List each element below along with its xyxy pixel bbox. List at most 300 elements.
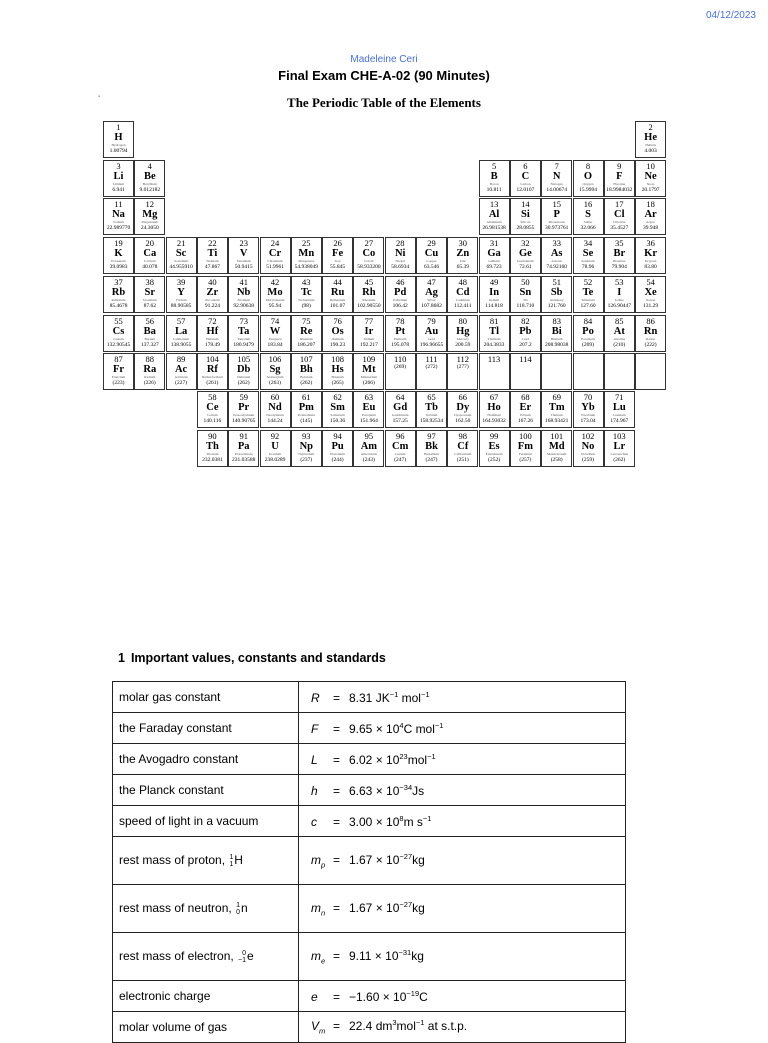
- element-name: Dysprosium: [454, 413, 472, 417]
- element-name: Plutonium: [330, 451, 345, 456]
- element-cell: [291, 237, 322, 274]
- element-cell: [604, 430, 635, 467]
- constant-label: molar gas constant: [119, 690, 221, 704]
- element-cell: [479, 160, 510, 197]
- atomic-number: 4: [147, 160, 152, 171]
- atomic-mass: (145): [300, 418, 313, 424]
- atomic-number: 37: [114, 276, 123, 287]
- equals-sign: =: [333, 814, 341, 829]
- atomic-number: 70: [583, 392, 593, 402]
- element-cell: [635, 160, 666, 197]
- element-name: Neon: [646, 181, 655, 186]
- element-symbol: Ta: [238, 325, 250, 337]
- element-cell: [197, 315, 228, 352]
- atomic-number: 8: [585, 160, 591, 171]
- symbol-subscript: p: [321, 860, 326, 870]
- unit: mol: [396, 1019, 416, 1034]
- element-name: Magnesium: [141, 220, 159, 225]
- element-symbol: Lr: [613, 440, 626, 452]
- atomic-number: −1: [238, 956, 247, 964]
- atomic-mass: (272): [425, 364, 438, 371]
- exponent: −1: [389, 689, 399, 699]
- atomic-number: 32: [521, 238, 530, 249]
- element-symbol: Hs: [331, 364, 344, 376]
- element-symbol: F: [616, 170, 623, 182]
- quantity-cell: [113, 1012, 299, 1043]
- atomic-number: 1: [116, 122, 121, 132]
- element-cell: [479, 353, 510, 390]
- symbol-subscript: m: [319, 1026, 326, 1036]
- element-name: Indium: [489, 297, 500, 302]
- value-cell: [299, 885, 626, 933]
- element-symbol: Co: [362, 248, 376, 260]
- element-symbol: H: [114, 132, 123, 143]
- atomic-number: 69: [552, 392, 561, 402]
- atomic-number: 40: [208, 276, 217, 287]
- element-symbol: C: [521, 170, 530, 182]
- element-name: Actinium: [174, 375, 188, 380]
- element-name: Uranium: [268, 451, 282, 456]
- atomic-number: 39: [176, 276, 186, 287]
- element-symbol: Th: [205, 440, 219, 452]
- atomic-mass: 83.80: [644, 264, 657, 271]
- element-name: Ytterbium: [580, 413, 596, 417]
- element-cell: [166, 315, 197, 352]
- atomic-mass: 140.90765: [232, 418, 256, 424]
- atomic-number: 66: [458, 392, 468, 402]
- element-cell: [541, 198, 572, 235]
- element-name: Platinum: [393, 336, 407, 341]
- atomic-mass: (227): [175, 380, 188, 387]
- element-name: Carbon: [520, 181, 531, 186]
- quantity-cell: [113, 682, 299, 713]
- element-name: Americium: [360, 451, 377, 456]
- constant-symbol: [311, 784, 333, 798]
- constant-symbol: [311, 815, 333, 829]
- atomic-number: 21: [176, 238, 186, 249]
- constant-symbol: [311, 990, 333, 1004]
- quantity-cell: [113, 933, 299, 981]
- element-name: Hydrogen: [111, 143, 126, 147]
- atomic-mass: (269): [394, 364, 407, 371]
- element-name: Scandium: [174, 259, 189, 264]
- atomic-mass: 106.42: [392, 302, 408, 309]
- element-symbol: Sm: [330, 402, 345, 413]
- constant-label: rest mass of neutron,: [119, 901, 236, 916]
- element-cell: [260, 276, 291, 313]
- equals-sign: =: [333, 852, 341, 867]
- atomic-number: 48: [458, 276, 468, 287]
- exponent: −31: [398, 947, 412, 957]
- element-name: Nobelium: [581, 451, 595, 456]
- element-cell: [322, 276, 353, 313]
- atomic-number: 95: [364, 430, 374, 441]
- unit: m s: [403, 814, 423, 829]
- element-symbol: Fe: [332, 248, 344, 260]
- unit: kg: [411, 948, 424, 963]
- element-symbol: Rf: [206, 364, 218, 376]
- element-cell: [291, 276, 322, 313]
- unit: kg: [412, 900, 425, 915]
- element-name: Osmium: [331, 336, 344, 341]
- element-symbol: Sr: [144, 286, 156, 298]
- atomic-number: 12: [145, 199, 155, 210]
- element-name: Rhenium: [299, 336, 313, 341]
- element-symbol: Cs: [112, 325, 125, 337]
- atomic-mass: (210): [613, 341, 626, 348]
- section-heading: [118, 651, 386, 665]
- element-cell: [510, 391, 541, 428]
- atomic-number: 63: [364, 392, 374, 402]
- element-cell: [447, 430, 478, 467]
- atomic-mass: 180.9479: [233, 341, 254, 348]
- constant-row: [113, 933, 626, 981]
- constant-value: 1.67 × 10: [349, 900, 400, 915]
- element-cell: [322, 237, 353, 274]
- element-name: Sulfur: [583, 220, 593, 225]
- element-symbol: Se: [582, 248, 594, 260]
- element-name: Seaborgium: [266, 375, 284, 380]
- element-cell: [260, 430, 291, 467]
- element-name: Cobalt: [364, 259, 374, 264]
- element-symbol: Tl: [489, 325, 500, 337]
- element-symbol: Rh: [362, 286, 376, 298]
- atomic-number: 89: [176, 354, 186, 365]
- element-cell: [635, 121, 666, 158]
- element-cell: [353, 391, 384, 428]
- element-name: Sodium: [113, 220, 124, 225]
- element-symbol: At: [613, 325, 625, 337]
- element-cell: [541, 391, 572, 428]
- element-name: Yttrium: [175, 297, 187, 302]
- element-cell: [228, 353, 259, 390]
- atomic-mass: 132.90545: [106, 341, 131, 348]
- element-symbol: La: [174, 325, 188, 337]
- constant-symbol: [311, 753, 333, 767]
- element-symbol: He: [644, 132, 657, 143]
- element-symbol: Ra: [143, 364, 157, 376]
- atomic-mass: (222): [644, 341, 657, 348]
- atomic-number: 51: [552, 276, 561, 287]
- element-cell: [197, 430, 228, 467]
- element-cell: [228, 237, 259, 274]
- element-symbol: U: [271, 440, 279, 452]
- value-cell: [299, 933, 626, 981]
- atomic-mass: 173.04: [580, 418, 596, 424]
- atomic-mass: 95.94: [268, 302, 282, 309]
- atomic-number: 50: [521, 276, 530, 287]
- atomic-mass: 192.217: [359, 341, 378, 348]
- constant-row: [113, 806, 626, 837]
- element-name: Cesium: [113, 336, 124, 341]
- element-cell: [541, 237, 572, 274]
- element-name: Fermium: [518, 451, 532, 456]
- symbol-letter: V: [311, 1019, 320, 1034]
- element-symbol: Cl: [614, 209, 625, 221]
- exponent: 3: [392, 1018, 397, 1028]
- element-cell: [635, 198, 666, 235]
- element-cell: [228, 315, 259, 352]
- atomic-mass: (262): [237, 380, 250, 387]
- element-cell: [385, 315, 416, 352]
- element-name: Tellurium: [581, 297, 595, 302]
- element-cell: [103, 198, 134, 235]
- element-cell: [573, 237, 604, 274]
- element-cell: [166, 276, 197, 313]
- element-symbol: B: [490, 170, 498, 182]
- atomic-mass: 150.36: [330, 418, 346, 424]
- atomic-mass: (237): [300, 456, 313, 463]
- periodic-table: [0, 0, 768, 470]
- element-cell: [479, 276, 510, 313]
- element-cell: [103, 160, 134, 197]
- element-name: Tungsten: [268, 336, 282, 341]
- element-cell: [510, 160, 541, 197]
- atomic-mass: 168.93421: [545, 418, 569, 424]
- scan-artifact-mark: ▪: [98, 94, 101, 100]
- element-cell: [510, 237, 541, 274]
- element-name: Technetium: [298, 297, 315, 302]
- element-symbol: Li: [113, 170, 124, 182]
- element-name: Erbium: [520, 413, 531, 417]
- element-symbol: Mn: [298, 248, 315, 260]
- element-cell: [510, 198, 541, 235]
- element-cell: [510, 430, 541, 467]
- element-cell: [197, 353, 228, 390]
- atomic-number: 14: [521, 199, 530, 210]
- element-name: Titanium: [206, 259, 219, 264]
- element-symbol: Tm: [548, 402, 565, 413]
- atomic-mass: 58.6934: [391, 264, 410, 271]
- element-symbol: Ar: [644, 209, 657, 221]
- atomic-number: 38: [145, 276, 155, 287]
- value-cell: [299, 775, 626, 806]
- atomic-mass: 63.546: [423, 264, 440, 271]
- atomic-number: 107: [299, 354, 313, 365]
- atomic-number: 80: [458, 315, 468, 326]
- element-name: Lithium: [112, 181, 125, 186]
- element-symbol: Cr: [268, 248, 282, 260]
- atomic-mass: 51.9961: [266, 264, 284, 271]
- atomic-mass: (266): [362, 380, 375, 387]
- element-symbol: Br: [613, 248, 626, 260]
- atomic-number: 111: [425, 354, 438, 365]
- element-name: Promethium: [297, 413, 315, 417]
- atomic-mass: 88.90585: [170, 302, 192, 309]
- element-cell: [353, 276, 384, 313]
- element-name: Zirconium: [205, 297, 220, 302]
- element-name: Radium: [144, 375, 156, 380]
- element-symbol: Ga: [487, 248, 501, 260]
- element-cell: [103, 276, 134, 313]
- symbol-letter: F: [311, 721, 319, 736]
- element-symbol: Fr: [112, 364, 125, 376]
- atomic-mass: 18.9984032: [606, 186, 633, 193]
- element-cell: [291, 391, 322, 428]
- element-symbol: Os: [331, 325, 344, 337]
- atomic-mass: 65.39: [456, 264, 469, 271]
- element-cell: [322, 430, 353, 467]
- atomic-number: 28: [395, 238, 405, 249]
- atomic-number: 90: [208, 430, 217, 441]
- element-cell: [353, 315, 384, 352]
- element-symbol: Mg: [142, 209, 158, 221]
- element-cell: [103, 353, 134, 390]
- element-cell: [353, 430, 384, 467]
- element-name: Mendelevium: [546, 451, 567, 456]
- constant-label: the Avogadro constant: [119, 752, 239, 766]
- atomic-mass: (209): [582, 341, 594, 348]
- element-cell: [604, 276, 635, 313]
- atomic-mass: (262): [300, 380, 313, 387]
- element-symbol: Ru: [330, 286, 345, 298]
- element-name: Argon: [646, 220, 656, 225]
- element-name: Curium: [394, 451, 406, 456]
- atomic-number: 61: [302, 392, 311, 402]
- atomic-number: 67: [489, 392, 499, 402]
- element-symbol: Er: [519, 402, 532, 413]
- constant-value: 22.4 dm: [349, 1019, 393, 1034]
- element-cell: [604, 391, 635, 428]
- element-name: Silver: [427, 297, 436, 302]
- atomic-number: 94: [333, 430, 342, 441]
- element-symbol: Md: [548, 440, 565, 452]
- element-name: Rhodium: [362, 297, 376, 302]
- element-name: Boron: [489, 181, 499, 186]
- element-name: Germanium: [517, 259, 534, 264]
- element-cell: [635, 276, 666, 313]
- atomic-mass: 157.25: [392, 418, 408, 424]
- exponent: 8: [399, 813, 404, 823]
- element-symbol: Re: [300, 325, 313, 337]
- element-cell: [197, 276, 228, 313]
- atomic-number: 110: [393, 354, 407, 365]
- atomic-number: 98: [458, 430, 468, 441]
- element-name: Chromium: [267, 259, 283, 264]
- atomic-number: 1: [229, 860, 234, 868]
- atomic-number: 71: [615, 392, 624, 402]
- element-symbol: Gd: [393, 402, 408, 413]
- atomic-mass: 167.26: [517, 418, 533, 424]
- element-name: Selenium: [581, 259, 595, 264]
- document-date: 04/12/2023: [705, 10, 756, 21]
- element-symbol: Ce: [206, 402, 219, 413]
- atomic-mass: 69.723: [486, 264, 502, 271]
- atomic-number: 101: [550, 430, 564, 441]
- atomic-mass: 204.3833: [483, 341, 505, 348]
- atomic-number: 9: [617, 160, 622, 171]
- element-cell: [604, 353, 635, 390]
- element-symbol: S: [585, 209, 591, 221]
- element-name: Strontium: [142, 297, 157, 302]
- constant-value: 9.11 × 10: [349, 948, 399, 963]
- element-name: Chlorine: [613, 220, 626, 225]
- atomic-mass: 78.96: [581, 264, 595, 271]
- atomic-number: 105: [237, 354, 251, 365]
- atomic-mass: 183.84: [267, 341, 283, 348]
- element-symbol: Zn: [456, 248, 470, 260]
- element-name: Ruthenium: [329, 297, 346, 302]
- atomic-number: 92: [270, 430, 280, 441]
- element-symbol: Ag: [425, 286, 438, 298]
- element-cell: [228, 430, 259, 467]
- atomic-number: 16: [583, 199, 593, 210]
- element-cell: [260, 237, 291, 274]
- equals-sign: =: [333, 900, 341, 915]
- element-name: Thorium: [206, 451, 219, 456]
- element-name: Hassium: [331, 375, 344, 380]
- element-symbol: Pr: [238, 402, 250, 413]
- exponent: −27: [399, 899, 413, 909]
- element-cell: [385, 391, 416, 428]
- element-cell: [447, 237, 478, 274]
- atomic-number: 5: [491, 160, 497, 171]
- atomic-mass: 30.973761: [545, 225, 569, 232]
- atomic-mass: 9.012182: [139, 186, 161, 193]
- element-cell: [134, 276, 165, 313]
- element-name: Gold: [428, 336, 435, 341]
- element-name: Krypton: [644, 259, 657, 264]
- atomic-mass: 50.9415: [234, 264, 253, 271]
- atomic-mass: 87.62: [143, 302, 156, 309]
- element-cell: [541, 353, 572, 390]
- atomic-mass: 54.938049: [294, 264, 318, 271]
- element-symbol: Sc: [175, 248, 187, 260]
- element-symbol: Xe: [644, 286, 657, 298]
- element-name: Barium: [144, 336, 156, 341]
- atomic-number: 24: [270, 238, 280, 249]
- atomic-number: 55: [114, 315, 123, 326]
- constant-value: 6.63 × 10: [349, 783, 400, 798]
- element-symbol: Tc: [300, 286, 312, 298]
- element-symbol: Pu: [331, 440, 344, 452]
- atomic-number: 11: [114, 199, 123, 210]
- value-cell: [299, 806, 626, 837]
- element-symbol: Y: [177, 286, 185, 298]
- atomic-mass: 10.811: [486, 186, 502, 193]
- exponent: −19: [406, 988, 420, 998]
- element-name: Cerium: [207, 413, 218, 417]
- atomic-number: 25: [302, 238, 311, 249]
- element-cell: [479, 430, 510, 467]
- element-cell: [197, 237, 228, 274]
- constant-label: rest mass of proton,: [119, 853, 229, 868]
- atomic-mass: (262): [613, 456, 626, 463]
- element-name: Antimony: [549, 297, 564, 302]
- atomic-number: 113: [487, 354, 501, 365]
- element-name: Potassium: [111, 259, 126, 264]
- element-symbol: Rn: [643, 325, 658, 337]
- element-cell: [385, 353, 416, 390]
- element-symbol: Mo: [267, 286, 283, 298]
- element-cell: [291, 353, 322, 390]
- element-name: Aluminum: [486, 220, 502, 225]
- element-cell: [103, 237, 134, 274]
- element-cell: [134, 353, 165, 390]
- value-cell: [299, 713, 626, 744]
- element-symbol: Tb: [425, 402, 438, 413]
- element-symbol: Ba: [143, 325, 156, 337]
- element-cell: [573, 160, 604, 197]
- unit-exponent: −1: [415, 1018, 425, 1028]
- element-cell: [103, 121, 134, 158]
- atomic-mass: 151.964: [359, 418, 378, 424]
- atomic-mass: 138.9055: [170, 341, 192, 348]
- atomic-number: 74: [270, 315, 280, 326]
- element-symbol: Sg: [269, 364, 281, 376]
- section-title: Important values, constants and standards: [130, 651, 386, 665]
- element-symbol: Pa: [237, 440, 250, 452]
